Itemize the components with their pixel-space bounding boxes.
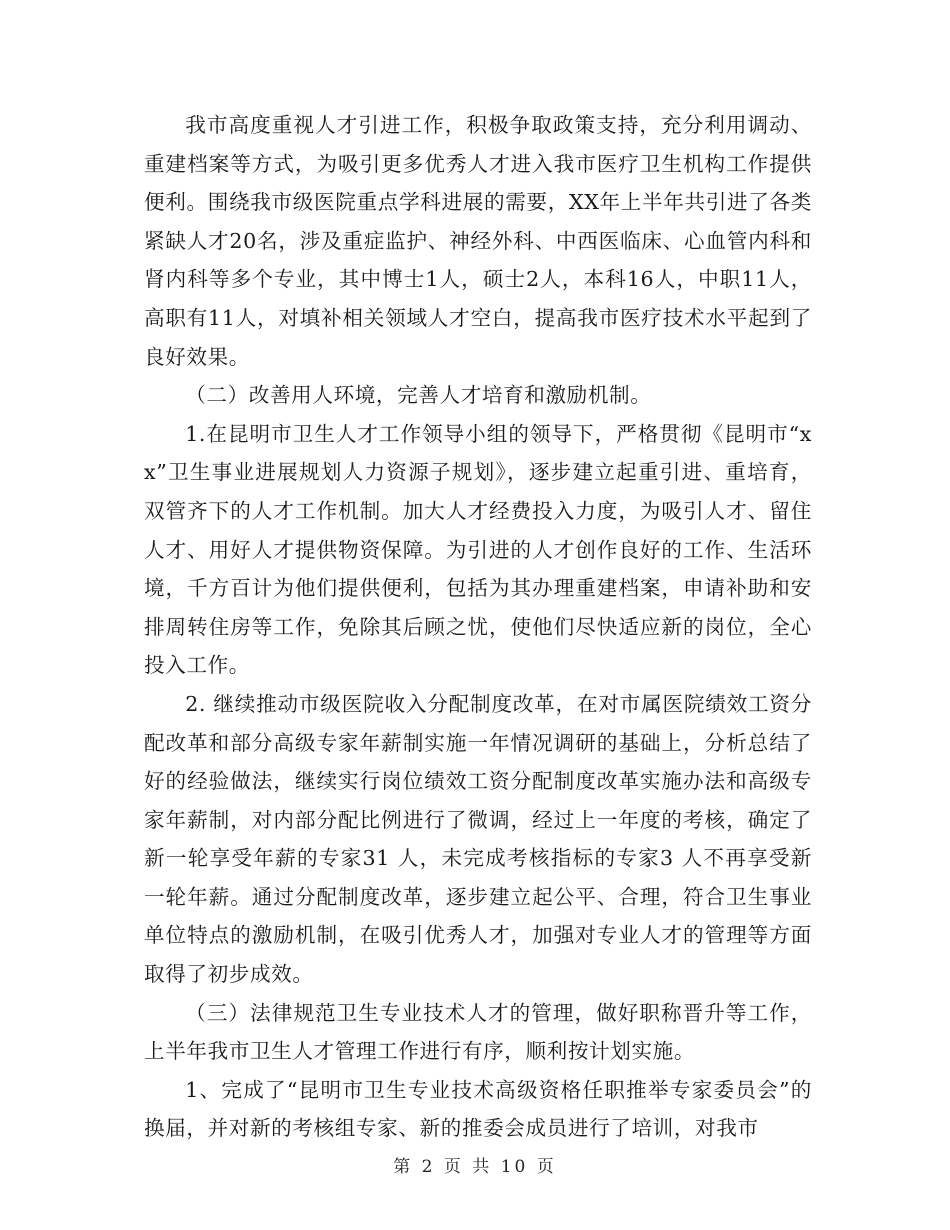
document-body [144, 106, 812, 1148]
paragraph-item-2: 2. 继续推动市级医院收入分配制度改革，在对市属医院绩效工资分配改革和部分高级专家年薪制实施一年情况调研的基础上，分析总结了好的经验做法，继续实行岗位绩效工资分配制度改革实施办法和高级专家年薪制，对内部分配比例进行了微调，经过上一年度的考核，确定了新一轮享受年薪的专家31 人，未完成考核指标的专家3 人不再享受新一轮年薪。通过分配制度改革，逐步建立起公平、合理，符合卫生事业单位特点的激励机制，在吸引优秀人才，加强对专业人才的管理等方面取得了初步成效。 [144, 691, 812, 987]
paragraph-item-1: 1.在昆明市卫生人才工作领导小组的领导下，严格贯彻《昆明市“xx”卫生事业进展规划人力资源子规划》，逐步建立起重引进、重培育，双管齐下的人才工作机制。加大人才经费投入力度，为吸引人才、留住人才、用好人才提供物资保障。为引进的人才创作良好的工作、生活环境，千方百计为他们提供便利，包括为其办理重建档案，申请补助和安排周转住房等工作，免除其后顾之忧，使他们尽快适应新的岗位，全心投入工作。 [144, 421, 812, 678]
paragraph-talent-introduction: 我市高度重视人才引进工作，积极争取政策支持，充分利用调动、重建档案等方式，为吸引更多优秀人才进入我市医疗卫生机构工作提供便利。围绕我市级医院重点学科进展的需要，XX年上半年共引进了各类紧缺人才20名，涉及重症监护、神经外科、中西医临床、心血管内科和肾内科等多个专业，其中博士1人，硕士2人，本科16人，中职11人，高职有11人，对填补相关领域人才空白，提高我市医疗技术水平起到了良好效果。 [144, 113, 812, 369]
page-footer: 第 2 页 共 10 页 [393, 1157, 557, 1177]
paragraph-heading-3: （三）法律规范卫生专业技术人才的管理，做好职称晋升等工作，上半年我市卫生人才管理工作进行有序，顺利按计划实施。 [144, 1000, 812, 1064]
paragraph-heading-2: （二）改善用人环境，完善人才培育和激励机制。 [185, 383, 652, 408]
paragraph-item-3-1: 1、完成了“昆明市卫生专业技术高级资格任职推举专家委员会”的换届，并对新的考核组专家、新的推委会成员进行了培训，对我市 [144, 1077, 812, 1141]
